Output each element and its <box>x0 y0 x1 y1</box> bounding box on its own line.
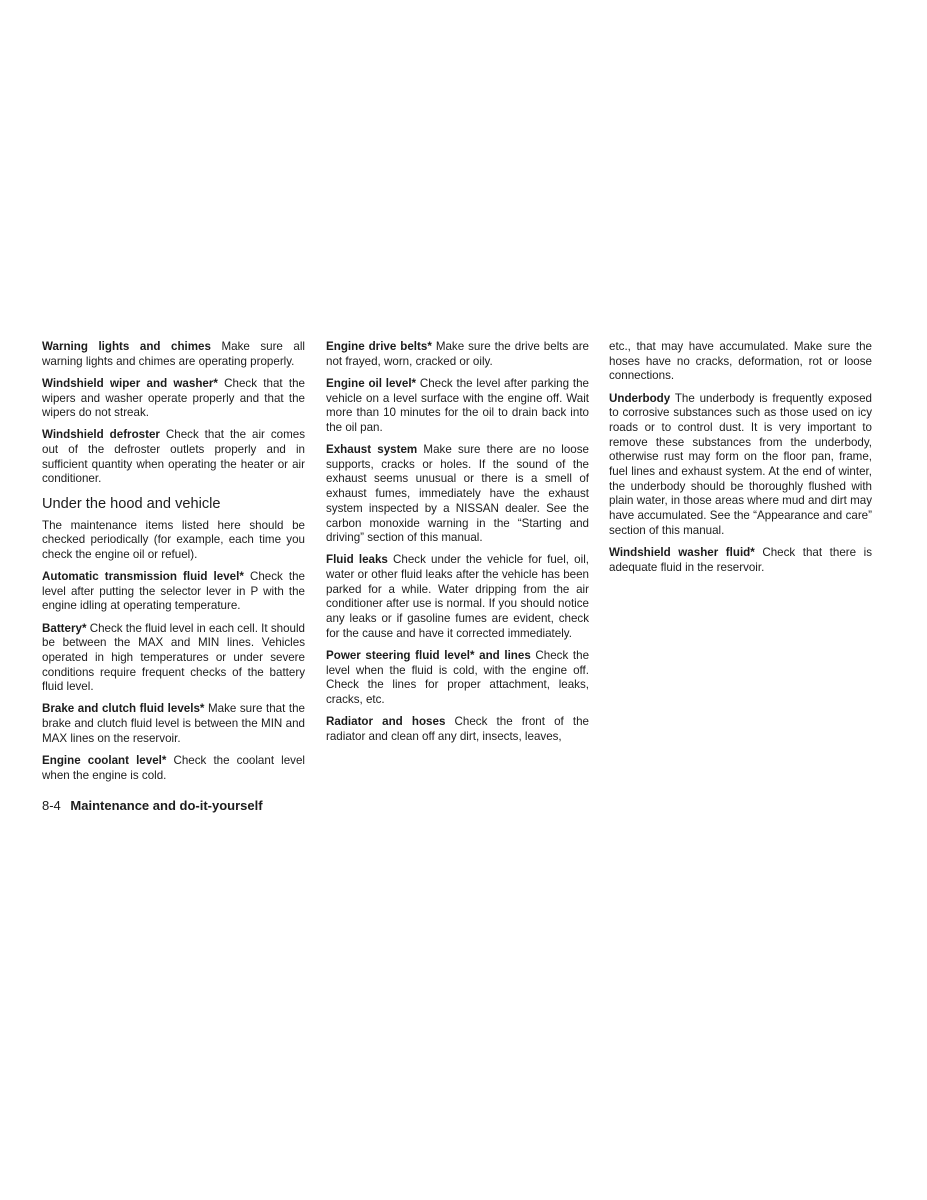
maintenance-item <box>609 340 872 384</box>
item-description: Make sure all warning lights and chimes are operating properly. <box>42 340 305 368</box>
maintenance-item <box>42 340 305 369</box>
maintenance-item <box>42 428 305 487</box>
item-description: Check the level after putting the selector lever in P with the engine idling at operating temperature. <box>42 570 305 613</box>
item-term: Power steering fluid level* and lines <box>326 648 531 662</box>
item-term: Battery* <box>42 621 87 635</box>
item-description: Check that there is adequate fluid in the reservoir. <box>609 545 872 574</box>
text-column-1 <box>42 340 305 791</box>
item-term: Brake and clutch fluid levels* <box>42 702 205 716</box>
section-heading: Under the hood and vehicle <box>42 495 221 512</box>
item-description: Check under the vehicle for fuel, oil, water or other fluid leaks after the vehicle has been parked for a while. Water dripping from the air conditioner after use is normal. If you should notice any leaks or if gasoline fumes are evident, check for the cause and have it corrected immediately. <box>326 553 589 640</box>
item-description: Check the fluid level in each cell. It should be between the MAX and MIN lines. Vehicles operated in high temperatures or under severe conditions require frequent checks of the battery fluid level. <box>42 621 305 694</box>
maintenance-item <box>326 715 589 744</box>
page-footer <box>42 797 263 814</box>
section-title: Maintenance and do-it-yourself <box>70 798 263 813</box>
item-description: etc., that may have accumulated. Make sure the hoses have no cracks, deformation, rot or loose connections. <box>609 340 872 383</box>
text-column-3 <box>609 340 872 583</box>
item-description: Make sure that the brake and clutch fluid level is between the MIN and MAX lines on the reservoir. <box>42 702 305 745</box>
item-term: Automatic transmission fluid level* <box>42 570 244 583</box>
item-term: Windshield defroster <box>42 428 160 442</box>
item-term: Engine oil level* <box>326 376 417 390</box>
maintenance-item <box>326 377 589 436</box>
item-term: Engine drive belts* <box>326 340 432 353</box>
maintenance-item <box>42 622 305 696</box>
maintenance-item <box>42 519 305 563</box>
item-description: The maintenance items listed here should be checked periodically (for example, each time you check the engine oil or refuel). <box>42 518 305 561</box>
item-description: Make sure there are no loose supports, cracks or holes. If the sound of the exhaust seems unusual or there is a smell of exhaust fumes, immediately have the exhaust system inspected by a NISSAN dealer. See the carbon monoxide warning in the “Starting and driving” section of this manual. <box>326 443 589 545</box>
item-description: Check the level when the fluid is cold, with the engine off. Check the lines for proper attachment, leaks, cracks, etc. <box>326 648 590 707</box>
item-description: Check the coolant level when the engine is cold. <box>42 753 305 782</box>
maintenance-item <box>609 392 872 539</box>
item-term: Windshield washer fluid* <box>609 545 755 559</box>
maintenance-item <box>42 377 305 421</box>
text-column-2 <box>326 340 589 752</box>
item-term: Windshield wiper and washer* <box>42 376 218 390</box>
item-description: Check the front of the radiator and clean off any dirt, insects, leaves, <box>326 715 589 743</box>
maintenance-item <box>42 570 305 614</box>
item-term: Engine coolant level* <box>42 753 167 767</box>
maintenance-item <box>326 443 589 546</box>
item-description: Check that the air comes out of the defroster outlets properly and in sufficient quantity when operating the heater or air conditioner. <box>42 428 305 486</box>
maintenance-item <box>326 340 589 369</box>
item-term: Radiator and hoses <box>326 715 446 729</box>
maintenance-item <box>326 649 589 708</box>
maintenance-item <box>42 754 305 783</box>
item-description: Check the level after parking the vehicle on a level surface with the engine off. Wait more than 10 minutes for the oil to drain back into the oil pan. <box>326 376 589 434</box>
maintenance-item <box>609 546 872 575</box>
item-term: Warning lights and chimes <box>42 340 211 353</box>
item-term: Exhaust system <box>326 443 418 456</box>
item-term: Fluid leaks <box>326 553 388 567</box>
item-term: Underbody <box>609 391 671 405</box>
maintenance-item <box>42 702 305 746</box>
maintenance-item <box>326 553 589 641</box>
item-description: Make sure the drive belts are not frayed, worn, cracked or oily. <box>326 340 590 368</box>
page-number: 8-4 <box>42 798 61 813</box>
item-description: Check that the wipers and washer operate properly and that the wipers do not streak. <box>42 376 305 420</box>
item-description: The underbody is frequently exposed to corrosive substances such as those used on icy roads or to control dust. It is very important to remove these substances from the underbody, otherwise rust may form on the floor pan, frame, fuel lines and exhaust system. At the end of winter, the underbody should be thoroughly flushed with plain water, in those areas where mud and dirt may have accumulated. See the “Appearance and care” section of this manual. <box>609 391 872 537</box>
